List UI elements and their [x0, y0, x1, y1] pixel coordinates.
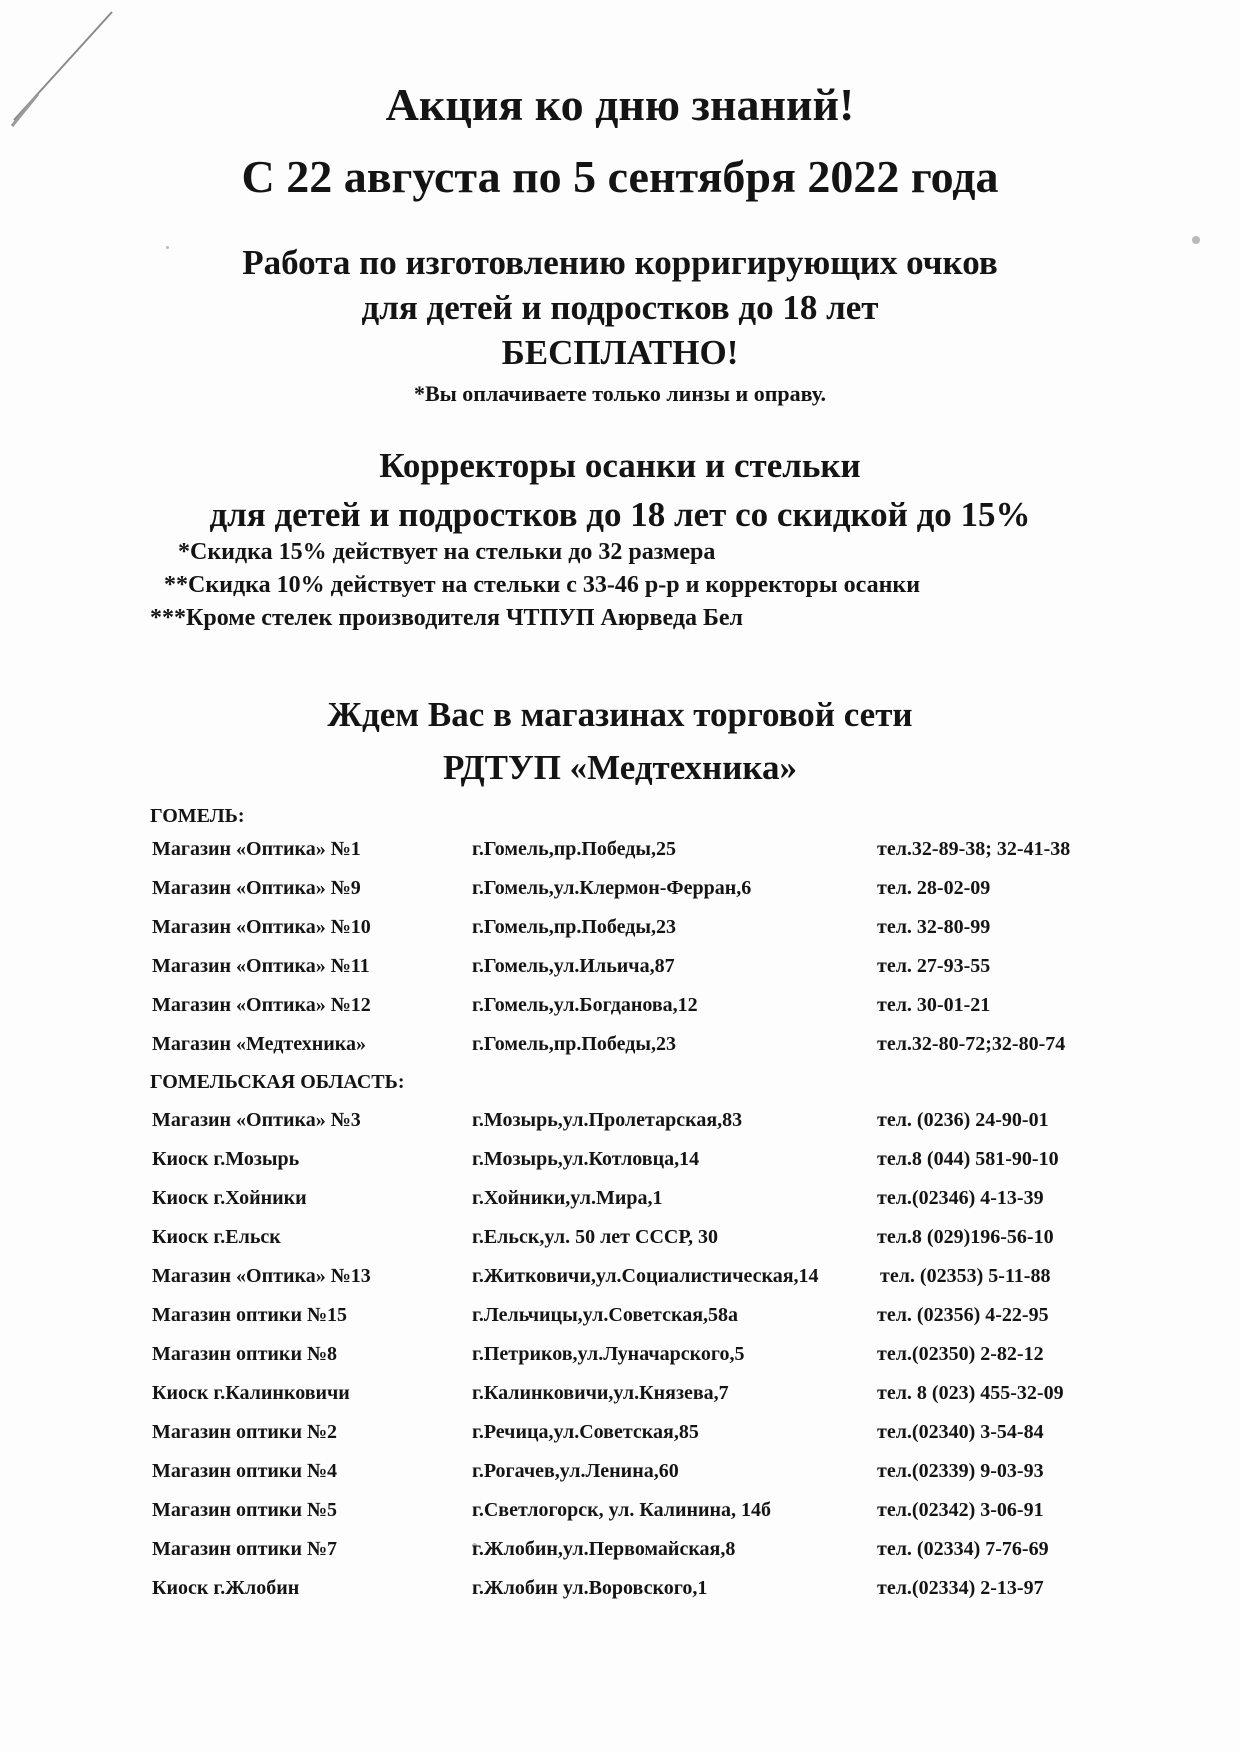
store-address: г.Гомель,пр.Победы,23 — [472, 916, 676, 938]
store-row — [0, 877, 1240, 909]
gomel-heading: ГОМЕЛЬ: — [150, 805, 245, 827]
store-row — [0, 916, 1240, 948]
store-phone: тел.(02339) 9-03-93 — [877, 1460, 1044, 1482]
store-phone: тел. 28-02-09 — [877, 877, 991, 899]
store-phone: тел.32-89-38; 32-41-38 — [877, 838, 1071, 860]
store-phone: тел.8 (029)196-56-10 — [877, 1226, 1054, 1248]
title-line-2: С 22 августа по 5 сентября 2022 года — [241, 151, 999, 202]
store-address: г.Петриков,ул.Луначарского,5 — [472, 1343, 745, 1365]
store-phone: тел. (02353) 5-11-88 — [880, 1265, 1051, 1287]
store-address: г.Жлобин ул.Воровского,1 — [472, 1577, 708, 1599]
store-name: Киоск г.Калинковичи — [152, 1382, 350, 1404]
store-name: Киоск г.Жлобин — [152, 1577, 300, 1599]
glasses-offer — [0, 240, 1240, 375]
store-name: Магазин «Медтехника» — [152, 1033, 366, 1055]
store-name: Магазин оптики №7 — [152, 1538, 338, 1560]
store-row — [0, 1421, 1240, 1453]
store-phone: тел. 27-93-55 — [877, 955, 991, 977]
glasses-offer-line-2: для детей и подростков до 18 лет — [361, 288, 879, 327]
store-name: Магазин «Оптика» №9 — [152, 877, 361, 899]
store-address: г.Светлогорск, ул. Калинина, 14б — [472, 1499, 772, 1521]
store-row — [0, 955, 1240, 987]
store-row — [0, 1148, 1240, 1180]
invitation — [0, 692, 1240, 790]
store-name: Магазин «Оптика» №12 — [152, 994, 371, 1016]
store-address: г.Жлобин,ул.Первомайская,8 — [472, 1538, 736, 1560]
store-phone: тел. (02356) 4-22-95 — [877, 1304, 1049, 1326]
store-address: г.Мозырь,ул.Котловца,14 — [472, 1148, 700, 1170]
store-address: г.Хойники,ул.Мира,1 — [472, 1187, 663, 1209]
store-phone: тел.32-80-72;32-80-74 — [877, 1033, 1066, 1055]
store-address: г.Гомель,пр.Победы,23 — [472, 1033, 676, 1055]
discount-note: ***Кроме стелек производителя ЧТПУП Аюрведа Бел — [150, 605, 743, 631]
store-phone: тел. 8 (023) 455-32-09 — [877, 1382, 1064, 1404]
store-row — [0, 1577, 1240, 1609]
store-phone: тел.(02342) 3-06-91 — [877, 1499, 1044, 1521]
store-phone: тел. 30-01-21 — [877, 994, 991, 1016]
store-phone: тел.(02346) 4-13-39 — [877, 1187, 1044, 1209]
store-row — [0, 1499, 1240, 1531]
store-phone: тел.8 (044) 581-90-10 — [877, 1148, 1059, 1170]
store-name: Магазин оптики №15 — [152, 1304, 348, 1326]
posture-offer — [0, 443, 1240, 537]
store-address: г.Мозырь,ул.Пролетарская,83 — [472, 1109, 743, 1131]
store-name: Магазин «Оптика» №11 — [152, 955, 370, 977]
store-row — [0, 1187, 1240, 1219]
store-phone: тел.(02334) 2-13-97 — [877, 1577, 1044, 1599]
invitation-line-2: РДТУП «Медтехника» — [442, 748, 798, 787]
store-row — [0, 1304, 1240, 1336]
region-heading: ГОМЕЛЬСКАЯ ОБЛАСТЬ: — [150, 1071, 405, 1093]
store-name: Магазин «Оптика» №13 — [152, 1265, 371, 1287]
store-name: Магазин «Оптика» №10 — [152, 916, 371, 938]
store-phone: тел.(02350) 2-82-12 — [877, 1343, 1044, 1365]
glasses-offer-free: БЕСПЛАТНО! — [501, 333, 739, 372]
store-name: Киоск г.Мозырь — [152, 1148, 300, 1170]
store-row — [0, 994, 1240, 1026]
store-name: Магазин оптики №8 — [152, 1343, 338, 1365]
store-address: г.Калинковичи,ул.Князева,7 — [472, 1382, 729, 1404]
discount-note: **Скидка 10% действует на стельки с 33-46 р-р и корректоры осанки — [164, 572, 921, 598]
store-address: г.Гомель,пр.Победы,25 — [472, 838, 676, 860]
store-row — [0, 1460, 1240, 1492]
store-row — [0, 1343, 1240, 1375]
store-row — [0, 1109, 1240, 1141]
store-name: Магазин «Оптика» №3 — [152, 1109, 361, 1131]
store-row — [0, 838, 1240, 870]
store-row — [0, 1033, 1240, 1065]
posture-offer-line-2: для детей и подростков до 18 лет со скидкой до 15% — [209, 495, 1031, 534]
promo-title — [0, 74, 1240, 208]
discount-note: *Скидка 15% действует на стельки до 32 размера — [178, 539, 716, 565]
store-phone: тел. 32-80-99 — [877, 916, 991, 938]
store-name: Магазин оптики №4 — [152, 1460, 338, 1482]
store-name: Магазин оптики №2 — [152, 1421, 338, 1443]
store-phone: тел.(02340) 3-54-84 — [877, 1421, 1044, 1443]
store-address: г.Гомель,ул.Богданова,12 — [472, 994, 698, 1016]
store-name: Киоск г.Хойники — [152, 1187, 307, 1209]
store-phone: тел. (02334) 7-76-69 — [877, 1538, 1049, 1560]
store-address: г.Ельск,ул. 50 лет СССР, 30 — [472, 1226, 719, 1248]
store-row — [0, 1382, 1240, 1414]
store-phone: тел. (0236) 24-90-01 — [877, 1109, 1049, 1131]
store-row — [0, 1538, 1240, 1570]
store-name: Магазин оптики №5 — [152, 1499, 338, 1521]
store-address: г.Речица,ул.Советская,85 — [472, 1421, 699, 1443]
store-name: Магазин «Оптика» №1 — [152, 838, 361, 860]
store-row — [0, 1265, 1240, 1297]
invitation-line-1: Ждем Вас в магазинах торговой сети — [327, 695, 913, 734]
store-row — [0, 1226, 1240, 1258]
posture-offer-line-1: Корректоры осанки и стельки — [379, 446, 861, 485]
title-line-1: Акция ко дню знаний! — [385, 79, 855, 130]
discount-notes — [150, 536, 1150, 635]
store-name: Киоск г.Ельск — [152, 1226, 281, 1248]
store-address: г.Гомель,ул.Ильича,87 — [472, 955, 675, 977]
store-address: г.Житковичи,ул.Социалистическая,14 — [472, 1265, 819, 1287]
glasses-offer-line-1: Работа по изготовлению корригирующих очков — [242, 243, 998, 282]
store-address: г.Рогачев,ул.Ленина,60 — [472, 1460, 679, 1482]
store-address: г.Гомель,ул.Клермон-Ферран,6 — [472, 877, 752, 899]
store-address: г.Лельчицы,ул.Советская,58а — [472, 1304, 739, 1326]
glasses-offer-note: *Вы оплачиваете только линзы и оправу. — [413, 381, 827, 406]
